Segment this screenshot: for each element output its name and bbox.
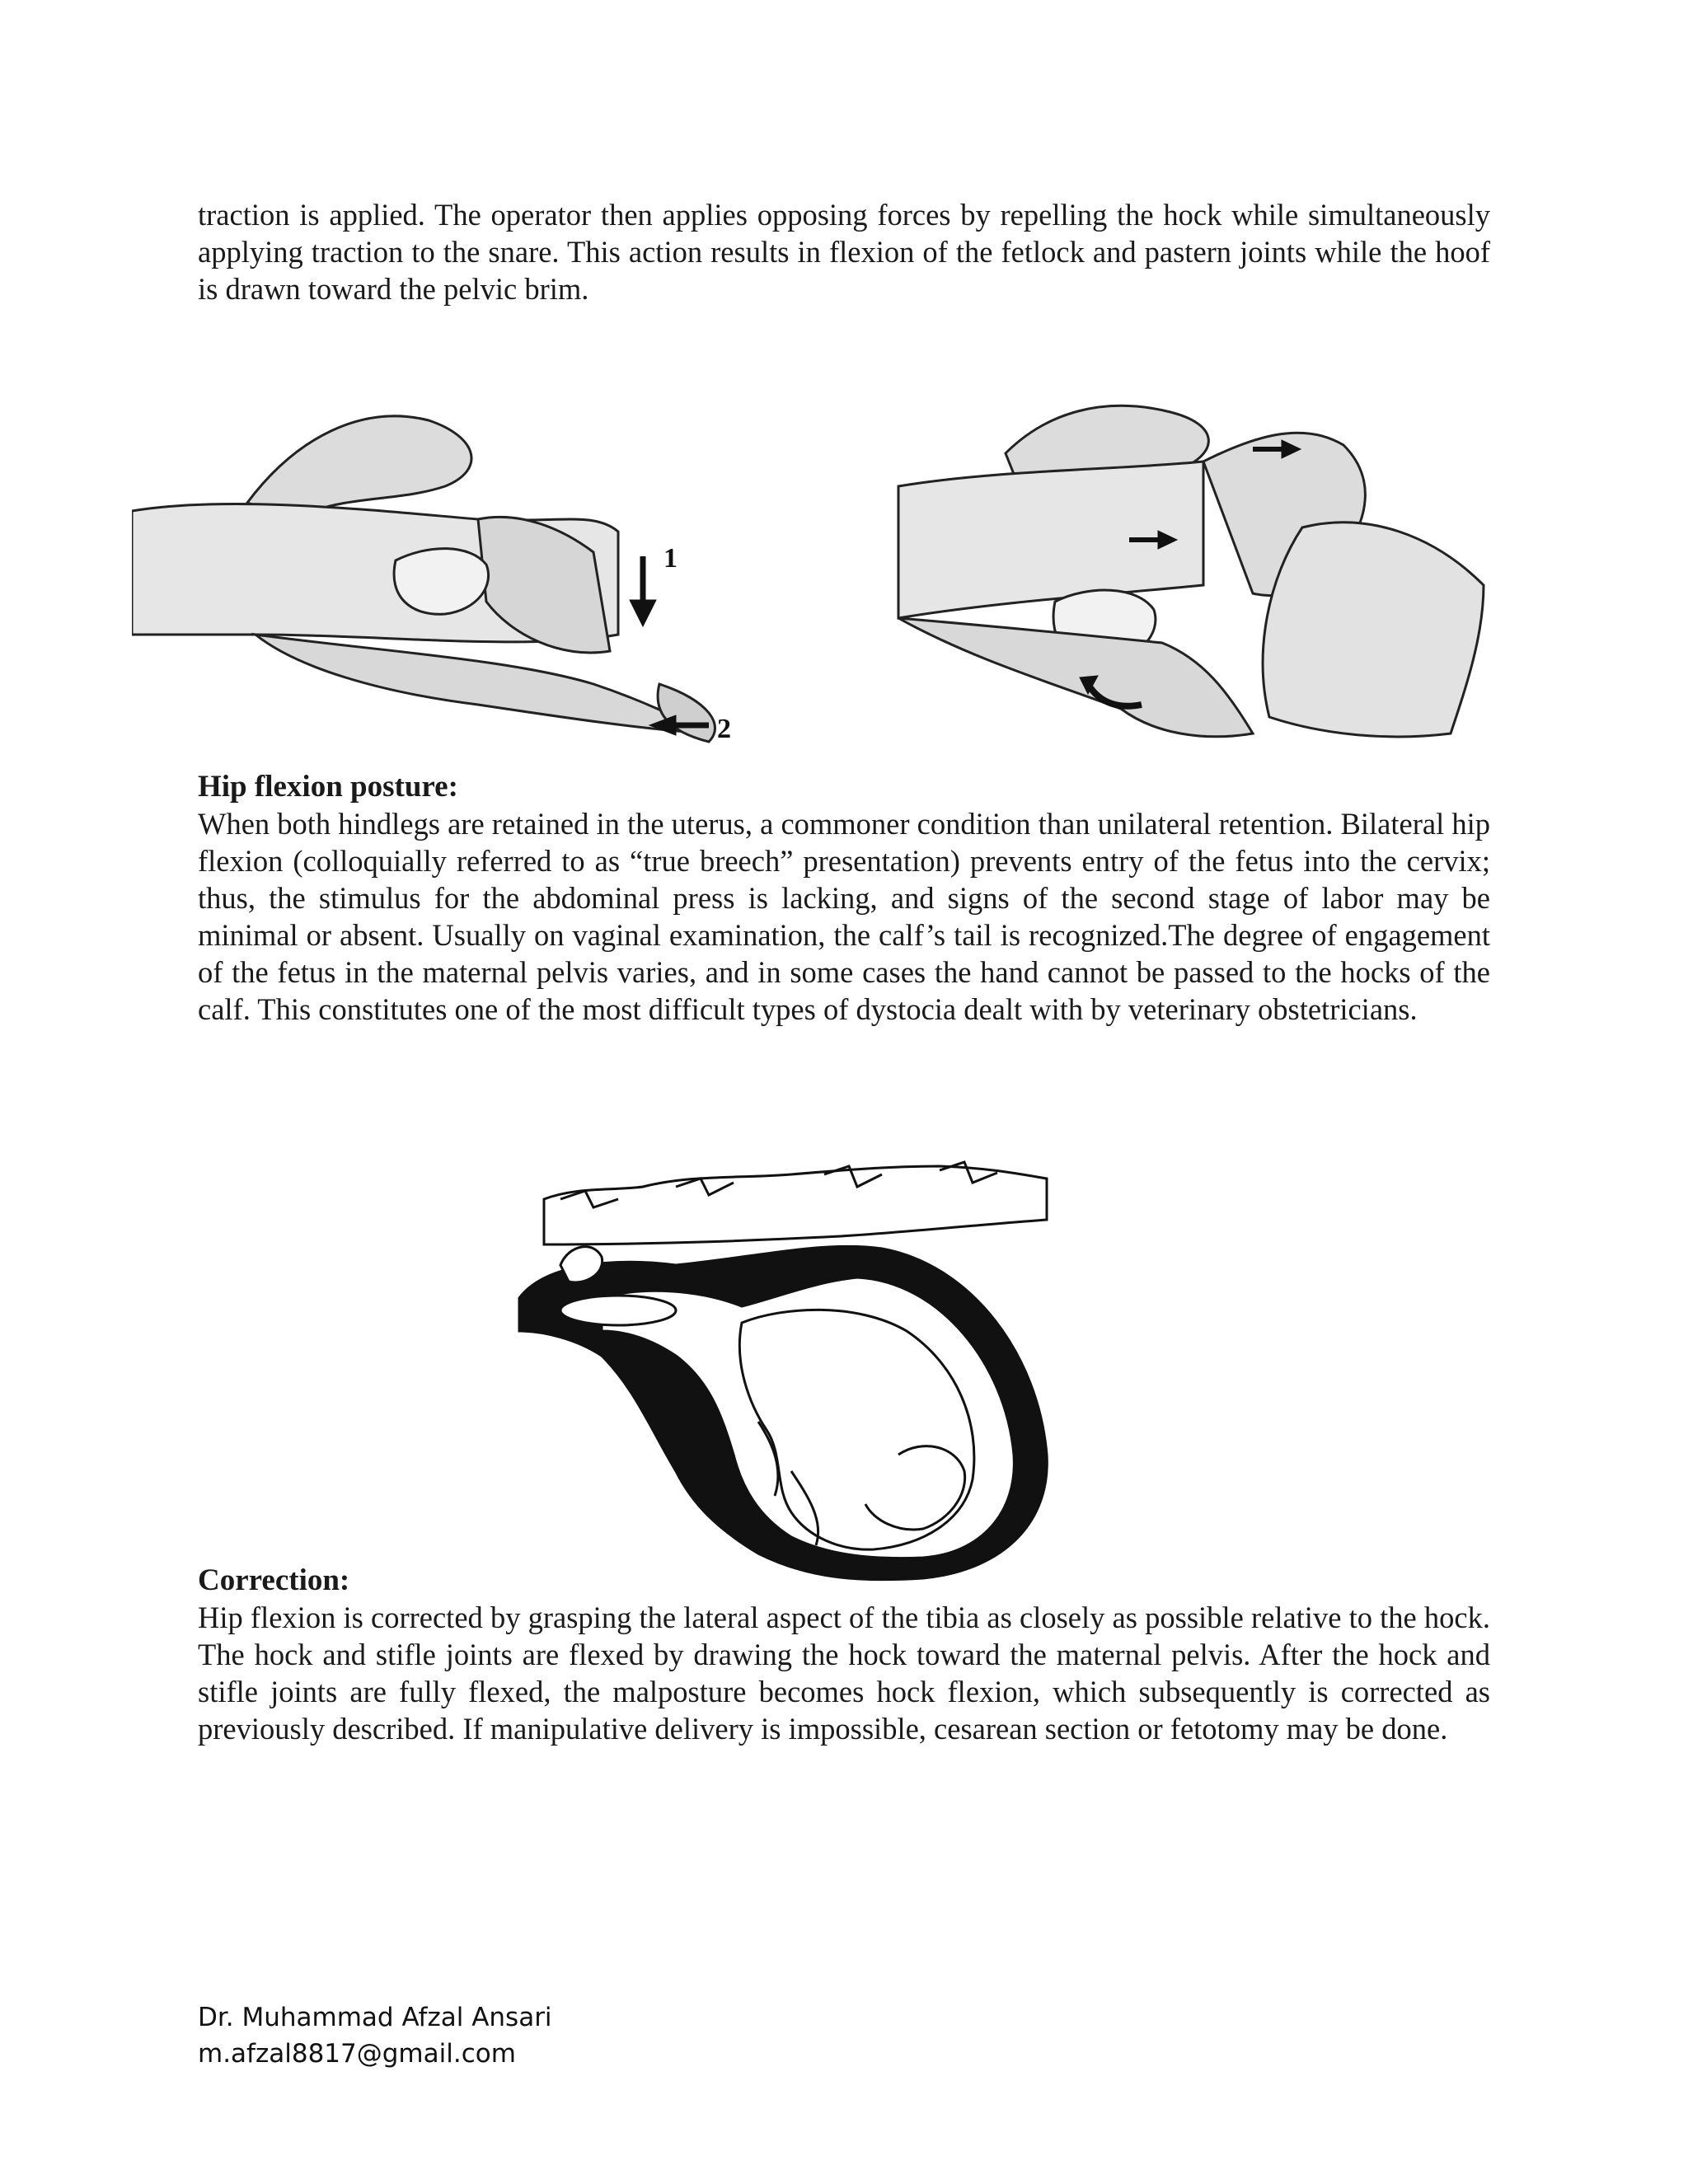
correction-heading: Correction: [198, 1563, 350, 1597]
hip-flexion-heading: Hip flexion posture: [198, 770, 458, 804]
hip-flexion-paragraph: When both hindlegs are retained in the uterus, a commoner condition than unilateral retention. Bilateral hip flexion (colloquially referred to as “true breech” presentation) prevents entry of the fetus into the cervix; thus, the stimulus for the abdominal press is lacking, and signs of the second stage of labor may be minimal or absent. Usually on vaginal examination, the calf’s tail is recognized.The degree of engagement of the fetus in the maternal pelvis varies, and in some cases the hand cannot be passed to the hocks of the calf. This constitutes one of the most difficult types of dystocia dealt with by veterinary obstetricians. [198, 807, 1490, 1026]
step-label-2: 2 [717, 714, 731, 744]
step-label-1: 1 [663, 543, 678, 574]
correction-paragraph: Hip flexion is corrected by grasping the lateral aspect of the tibia as closely as possible relative to the hock. The hock and stifle joints are flexed by drawing the hock toward the maternal pelvis. After the hock and stifle joints are fully flexed, the malposture becomes hock flexion, which subsequently is corrected as previously described. If manipulative delivery is impossible, cesarean section or fetotomy may be done. [198, 1601, 1490, 1746]
footer-email: m.afzal8817@gmail.com [198, 2039, 516, 2069]
footer-author: Dr. Muhammad Afzal Ansari [198, 2003, 552, 2032]
hip-flexion-illustration [511, 1141, 1088, 1586]
intro-paragraph: traction is applied. The operator then applies opposing forces by repelling the hock while simultaneously applying traction to the snare. This action results in flexion of the fetlock and pastern joints while the hoof is drawn toward the pelvic brim. [198, 198, 1490, 306]
hock-correction-illustration [132, 387, 1492, 758]
